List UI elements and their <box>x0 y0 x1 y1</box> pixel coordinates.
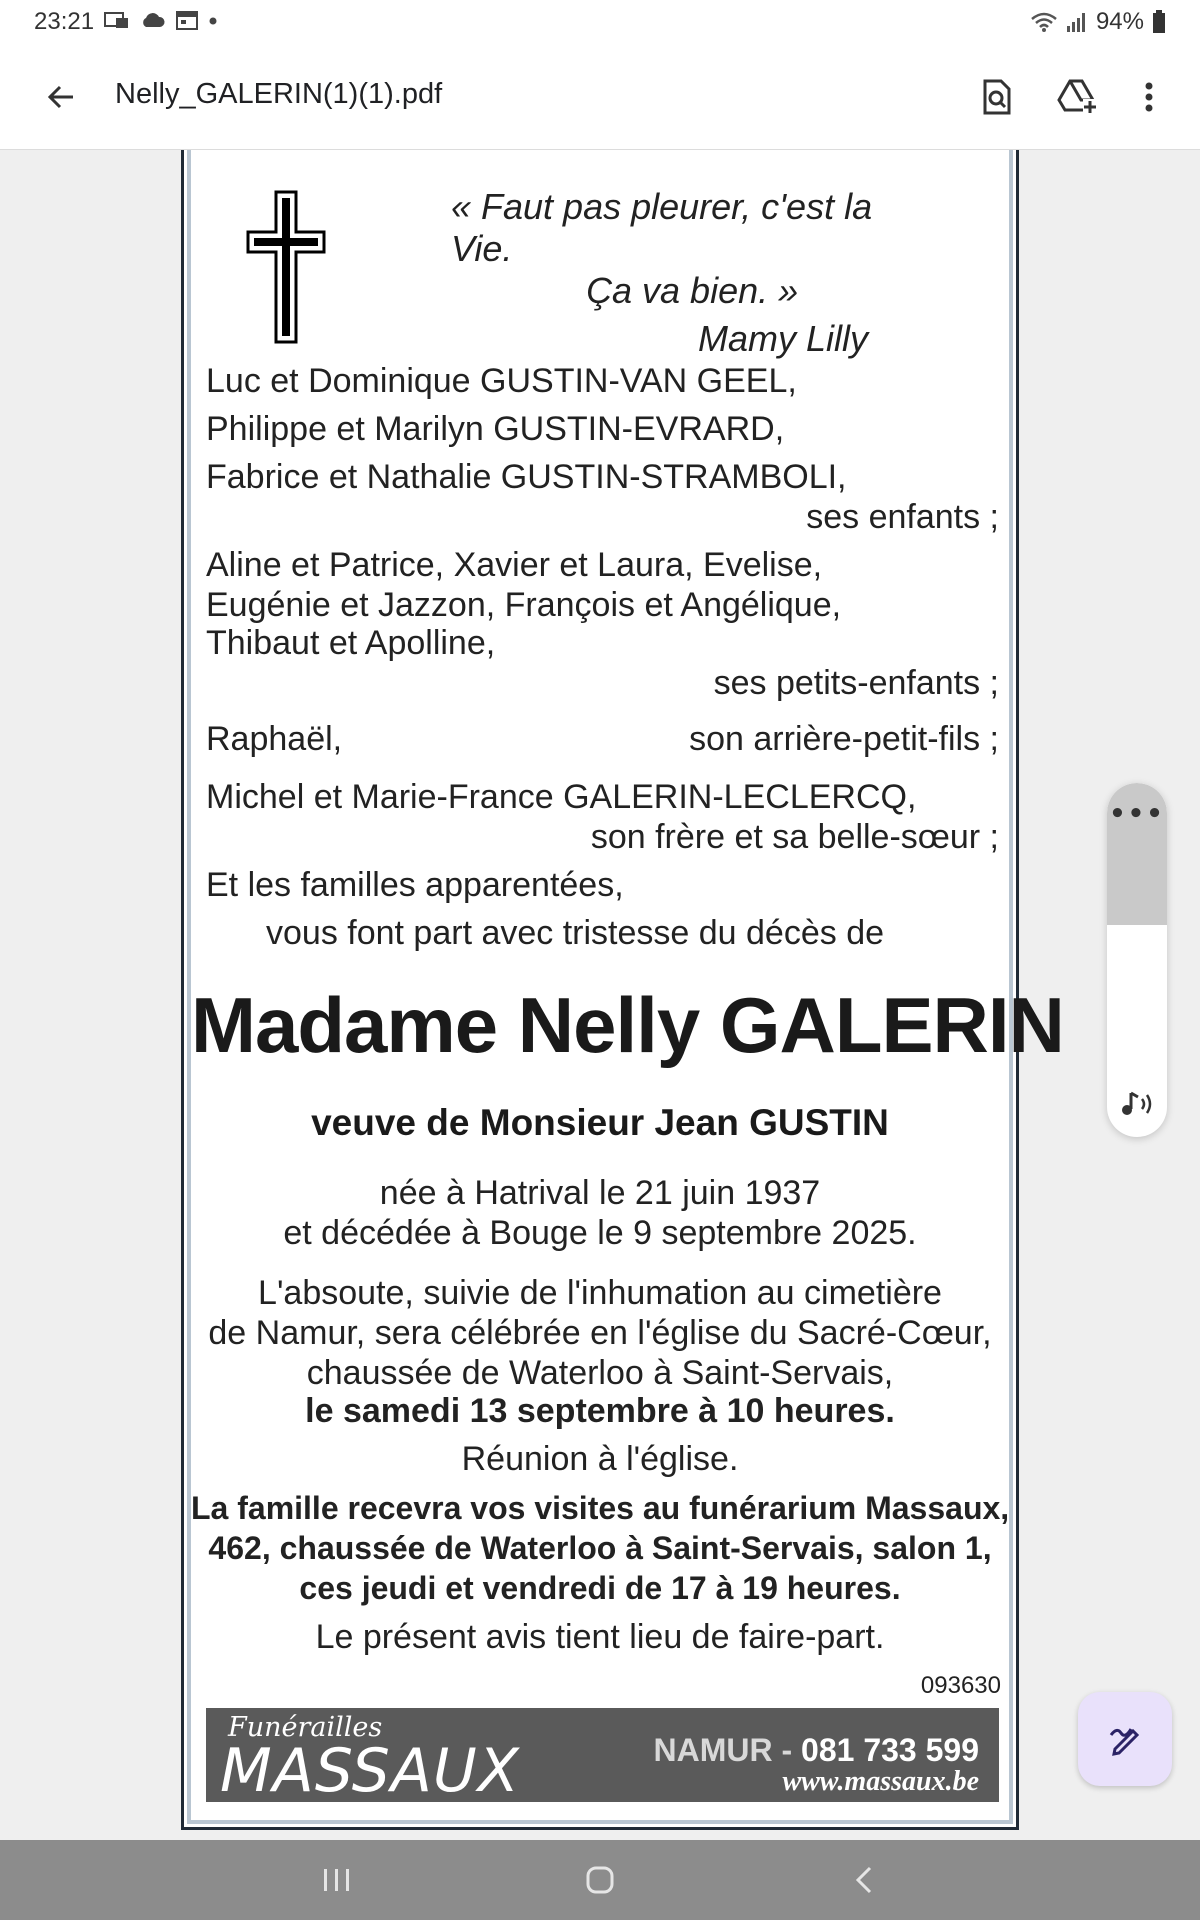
battery-percentage: 94% <box>1095 8 1144 35</box>
banner-logo-text: MASSAUX <box>220 1736 520 1806</box>
sibling-label: son frère et sa belle-sœur ; <box>590 818 999 856</box>
system-nav-bar <box>0 1840 1200 1920</box>
banner-city: NAMUR <box>653 1732 773 1768</box>
app-bar <box>0 44 1200 150</box>
epigraph-line-1: « Faut pas pleurer, c'est la Vie. <box>451 186 873 269</box>
banner-small-text: Funérailles <box>228 1712 383 1743</box>
cross-icon <box>246 190 326 344</box>
grandchildren-line-3: Thibaut et Apolline, <box>206 624 496 662</box>
read-aloud-icon[interactable] <box>1121 1089 1155 1119</box>
grandchildren-label: ses petits-enfants ; <box>713 664 999 702</box>
battery-icon <box>1152 10 1166 34</box>
recents-icon <box>322 1867 352 1893</box>
families-line: Et les familles apparentées, <box>206 866 624 904</box>
grandchildren-line-1: Aline et Patrice, Xavier et Laura, Evelise, <box>206 546 823 584</box>
ceremony-date: le samedi 13 septembre à 10 heures. <box>305 1392 895 1430</box>
search-in-document-button[interactable] <box>972 72 1022 122</box>
back-button[interactable] <box>38 74 84 120</box>
add-to-drive-button[interactable] <box>1052 72 1102 122</box>
birth-line: née à Hatrival le 21 juin 1937 <box>379 1174 821 1212</box>
cloud-icon <box>140 10 166 30</box>
visits-line-1: La famille recevra vos visites au funérarium Massaux, <box>191 1490 1010 1526</box>
annotate-button[interactable] <box>1078 1692 1172 1786</box>
status-right <box>1030 8 1166 36</box>
chevron-left-icon <box>854 1865 874 1895</box>
more-vert-icon <box>1144 81 1154 113</box>
banner-separator: - <box>772 1732 802 1768</box>
pdf-page[interactable] <box>181 150 1064 1830</box>
deceased-name: Madame Nelly GALERIN <box>191 981 1064 1069</box>
children-label: ses enfants ; <box>806 498 999 536</box>
home-button[interactable] <box>578 1858 622 1902</box>
great-grandchild-label: son arrière-petit-fils ; <box>689 720 999 758</box>
pen-edit-icon <box>1107 1721 1143 1757</box>
children-line-1: Luc et Dominique GUSTIN-VAN GEEL, <box>206 362 797 400</box>
status-time: 23:21 <box>34 8 95 35</box>
meeting-line: Réunion à l'église. <box>461 1440 739 1478</box>
ceremony-line-2: de Namur, sera célébrée en l'église du Sacré-Cœur, <box>208 1314 992 1352</box>
recent-apps-button[interactable] <box>315 1858 359 1902</box>
notice-line: Le présent avis tient lieu de faire-part. <box>315 1618 885 1656</box>
wifi-icon <box>1030 11 1058 33</box>
widow-of: veuve de Monsieur Jean GUSTIN <box>311 1102 889 1143</box>
sibling-line: Michel et Marie-France GALERIN-LECLERCQ, <box>206 778 917 816</box>
epigraph-line-2: Ça va bien. » <box>586 270 799 311</box>
message-icon <box>104 10 130 30</box>
epigraph <box>451 186 931 360</box>
page-content <box>187 150 1064 1824</box>
calendar-icon <box>176 10 198 30</box>
home-icon <box>585 1865 615 1895</box>
ceremony-line-3: chaussée de Waterloo à Saint-Servais, <box>306 1354 894 1392</box>
funeral-home-banner <box>206 1708 999 1806</box>
epigraph-author: Mamy Lilly <box>698 318 869 359</box>
great-grandchild: Raphaël, <box>206 720 343 758</box>
death-line: et décédée à Bouge le 9 septembre 2025. <box>283 1214 917 1252</box>
back-nav-button[interactable] <box>842 1858 886 1902</box>
children-line-3: Fabrice et Nathalie GUSTIN-STRAMBOLI, <box>206 458 847 496</box>
document-search-icon <box>981 79 1013 115</box>
banner-phone-number: 081 733 599 <box>801 1732 979 1768</box>
arrow-back-icon <box>45 81 77 113</box>
grandchildren-line-2: Eugénie et Jazzon, François et Angélique, <box>206 586 842 624</box>
fast-scroll-widget[interactable] <box>1107 783 1167 1137</box>
ceremony-line-1: L'absoute, suivie de l'inhumation au cimetière <box>258 1274 942 1312</box>
dot-icon <box>208 10 218 30</box>
more-options-button[interactable] <box>1124 72 1174 122</box>
children-line-2: Philippe et Marilyn GUSTIN-EVRARD, <box>206 410 785 448</box>
banner-phone <box>654 1732 979 1769</box>
signal-icon <box>1066 11 1088 33</box>
notification-icons <box>104 10 218 30</box>
announce-line: vous font part avec tristesse du décès de <box>266 914 885 952</box>
visits-line-2: 462, chaussée de Waterloo à Saint-Servais, salon 1, <box>208 1530 992 1566</box>
status-bar <box>0 0 1200 44</box>
scroll-menu-dots[interactable]: ••• <box>1109 799 1165 829</box>
visits-line-3: ces jeudi et vendredi de 17 à 19 heures. <box>299 1570 901 1606</box>
drive-add-icon <box>1057 79 1097 115</box>
file-title: Nelly_GALERIN(1)(1).pdf <box>115 78 443 110</box>
banner-website: www.massaux.be <box>782 1766 979 1797</box>
reference-number: 093630 <box>920 1672 1001 1699</box>
